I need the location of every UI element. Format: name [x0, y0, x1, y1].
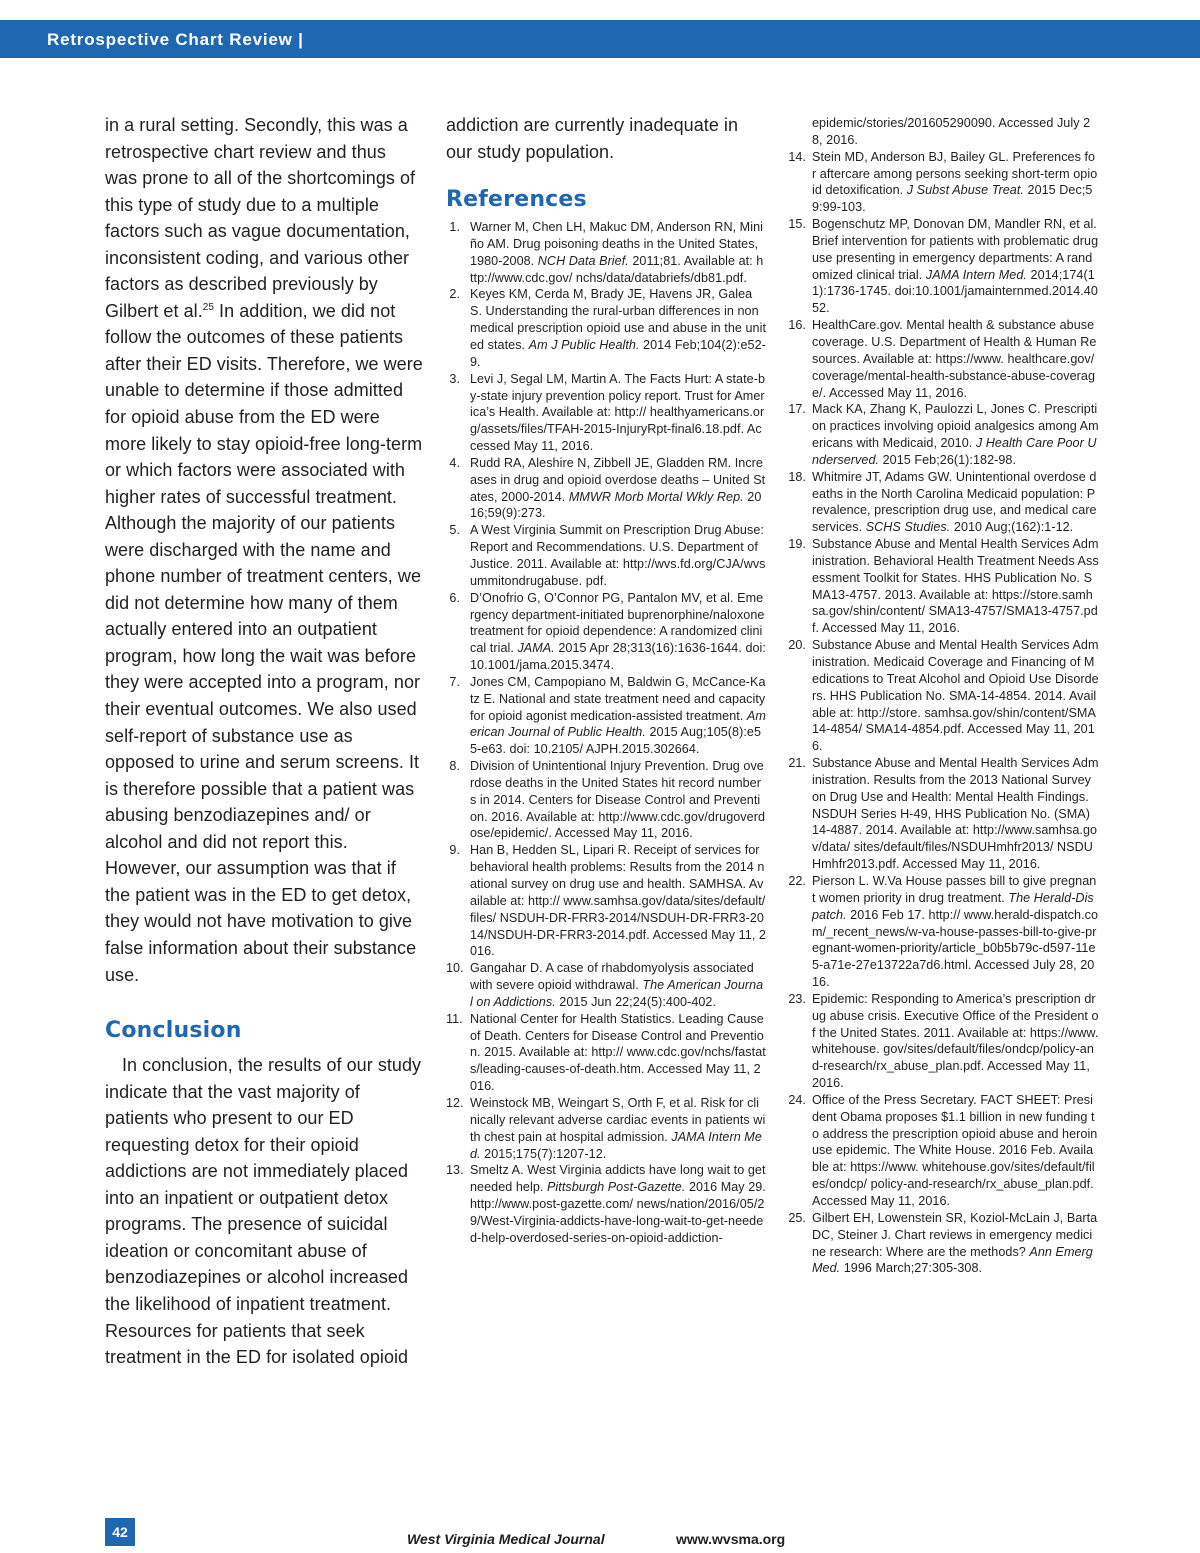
reference-item — [787, 115, 1099, 149]
reference-source-title: NCH Data Brief. — [537, 253, 629, 268]
reference-text — [470, 523, 766, 588]
reference-text-main: Mack KA, Zhang K, Paulozzi L, Jones C. Prescription practices involving opioid analgesics among Americans with Medicaid, 2010. — [812, 402, 1099, 451]
reference-item — [446, 1162, 766, 1246]
reference-text-main: Weinstock MB, Weingart S, Orth F, et al. Risk for clinically relevant adverse cardiac events in patients with chest pain at hospital admission. — [470, 1095, 766, 1144]
reference-text-main: Warner M, Chen LH, Makuc DM, Anderson RN, Miniño AM. Drug poisoning deaths in the United States, 1980-2008. — [470, 220, 763, 268]
reference-number: 5. — [449, 523, 460, 538]
body-text-segment: In addition, we did not follow the outcomes of these patients after their ED visits. Therefore, we were unable to determine if those admitted for opioid abuse from the ED were more likely to stay opioid-free long-term or which factors were associated with higher rates of successful treatment. Although the majority of our patients were discharged with the name and phone number of treatment centers, we did not determine how many of them actually entered into an outpatient program, how long the wait was before they were accepted into a program, nor their eventual outcomes. We also used self-report of substance use as opposed to urine and serum screens. It is therefore possible that a patient was abusing benzodiazepines and/ or alcohol and did not report this. However, our assumption was that if the patient was in the ED to get detox, they would not have motivation to give false information about their substance use. — [105, 300, 423, 985]
column-3 — [787, 115, 1099, 1277]
reference-source-title: Pittsburgh Post-Gazette. — [546, 1180, 686, 1195]
reference-text-tail: 2015 Apr 28;313(16):1636-1644. doi: 10.1001/jama.2015.3474. — [470, 641, 766, 673]
reference-text-main: National Center for Health Statistics. Leading Cause of Death. Centers for Disease Control and Prevention. 2015. Available at: http:// www.cdc.gov/nchs/fastats/leading-causes-of-death.htm. Accessed May 11, 2016. — [470, 1011, 766, 1094]
reference-text — [812, 756, 1099, 871]
reference-text-tail: 2016 May 29. http://www.post-gazette.com/ news/nation/2016/05/29/West-Virginia-addicts-have-long-wait-to-get-needed-help-overdosed-series-on-opioid-addiction- — [470, 1180, 766, 1245]
reference-item — [787, 1210, 1099, 1277]
reference-item — [787, 317, 1099, 401]
reference-text-main: Keyes KM, Cerda M, Brady JE, Havens JR, Galea S. Understanding the rural-urban differences in nonmedical prescription opioid use and abuse in the united states. — [470, 287, 766, 352]
reference-item — [787, 637, 1099, 755]
reference-text-tail: 2016 Feb 17. http:// www.herald-dispatch.com/_recent_news/w-va-house-passes-bill-to-give-pregnant-women-priority/article_b0b5b79c-d597-11e5-a71e-27e13722a7d6.html. Accessed July 28, 2016. — [812, 907, 1099, 990]
reference-list-col3 — [787, 115, 1099, 1277]
reference-number: 11. — [446, 1011, 463, 1026]
reference-text-tail: 2016;59(9):273. — [470, 489, 762, 521]
reference-number: 3. — [449, 371, 460, 386]
reference-text — [470, 1096, 765, 1161]
reference-item — [787, 149, 1099, 216]
reference-number: 2. — [449, 287, 460, 302]
reference-text — [812, 402, 1099, 467]
reference-text — [812, 116, 1090, 147]
reference-number: 6. — [449, 590, 460, 605]
reference-text — [812, 874, 1098, 989]
reference-number: 7. — [449, 674, 460, 689]
reference-item — [787, 536, 1099, 637]
reference-number: 21. — [788, 756, 806, 771]
reference-number: 9. — [449, 843, 460, 858]
reference-item — [446, 960, 766, 1011]
reference-item — [446, 758, 766, 842]
reference-item — [446, 590, 766, 674]
reference-source-title: SCHS Studies. — [865, 520, 951, 535]
header-bar — [0, 20, 1200, 58]
journal-name: West Virginia Medical Journal — [407, 1531, 605, 1547]
reference-text — [812, 318, 1096, 399]
reference-number: 25. — [788, 1210, 806, 1225]
reference-number: 12. — [446, 1095, 464, 1110]
running-header-title: Retrospective Chart Review | — [47, 30, 304, 49]
reference-item — [787, 216, 1099, 317]
reference-source-title: J Health Care Poor Underserved. — [812, 436, 1097, 467]
reference-source-title: JAMA Intern Med. — [925, 267, 1027, 282]
reference-text-main: Office of the Press Secretary. FACT SHEET: President Obama proposes $1.1 billion in new funding to address the prescription opioid abuse and heroin use epidemic. The White House. 2016 Feb. Available at: https://www. whitehouse.gov/sites/default/files/ondcp/ policy-and-research/rx_abuse_plan.pdf. Accessed May 11, 2016. — [812, 1092, 1098, 1208]
reference-number: 17. — [788, 402, 806, 417]
reference-text-tail: 1996 March;27:305-308. — [840, 1261, 983, 1276]
reference-number: 19. — [788, 537, 806, 552]
references-heading: References — [446, 187, 587, 213]
reference-item — [446, 842, 766, 960]
reference-text — [812, 638, 1099, 753]
reference-item — [446, 1095, 766, 1162]
journal-url: www.wvsma.org — [676, 1531, 786, 1547]
reference-text — [470, 1163, 766, 1244]
reference-text-main: Smeltz A. West Virginia addicts have long wait to get needed help. — [470, 1163, 766, 1195]
reference-text-tail: 2014 Feb;104(2):e52-9. — [470, 338, 766, 369]
reference-number: 1. — [449, 220, 460, 235]
column-1 — [105, 112, 423, 1371]
reference-source-title: JAMA Intern Med. — [470, 1129, 762, 1161]
reference-text-main: Whitmire JT, Adams GW. Unintentional overdose deaths in the North Carolina Medicaid population: Prevalence, prescription drug use, and medical care services. — [812, 469, 1097, 535]
reference-item — [787, 991, 1099, 1092]
reference-text — [470, 287, 766, 368]
reference-text-tail: 2015 Feb;26(1):182-98. — [879, 452, 1017, 467]
reference-number: 4. — [449, 455, 460, 470]
reference-text-main: Division of Unintentional Injury Prevention. Drug overdose deaths in the United States hit record numbers in 2014. Centers for Disease Control and Prevention. 2016. Available at: http://www.cdc.gov/drugoverdose/epidemic/. Accessed May 11, 2016. — [470, 759, 766, 841]
reference-source-title: J Subst Abuse Treat. — [906, 183, 1024, 198]
reference-source-title: The American Journal on Addictions. — [470, 978, 764, 1009]
reference-item — [787, 401, 1099, 468]
reference-text-main: A West Virginia Summit on Prescription Drug Abuse: Report and Recommendations. U.S. Department of Justice. 2011. Available at: http://wvs.fd.org/CJA/wvsummitondrugabuse. pdf. — [470, 523, 766, 588]
reference-number: 24. — [788, 1092, 806, 1107]
reference-text-tail: 2015 Aug;105(8):e55-e63. doi: 10.2105/ AJPH.2015.302664. — [470, 725, 762, 757]
reference-source-title: JAMA. — [517, 641, 555, 656]
column-2 — [446, 112, 766, 1247]
reference-item — [446, 674, 766, 758]
reference-text — [812, 150, 1097, 215]
reference-text — [470, 759, 765, 840]
page-number: 42 — [105, 1518, 135, 1546]
reference-number: 14. — [788, 149, 806, 164]
reference-item — [446, 455, 766, 522]
reference-text-main: D’Onofrio G, O’Connor PG, Pantalon MV, et al. Emergency department-initiated buprenorphine/naloxone treatment for opioid dependence: A randomized clinical trial. — [470, 590, 765, 656]
reference-item — [446, 1011, 766, 1095]
reference-number: 13. — [446, 1163, 464, 1178]
reference-text-tail: 2015 Dec;59:99-103. — [812, 183, 1093, 215]
reference-number: 18. — [788, 469, 806, 484]
reference-text — [470, 591, 766, 672]
reference-text-main: Substance Abuse and Mental Health Services Administration. Medicaid Coverage and Financing of Medications to Treat Alcohol and Opioid Use Disorders. HHS Publication No. SMA-14-4854. 2014. Available at: http://store. samhsa.gov/shin/content/SMA14-4854/ SMA14-4854.pdf. Accessed May 11, 2016. — [812, 638, 1099, 754]
reference-source-title: The Herald-Dispatch. — [812, 890, 1094, 922]
reference-text-main: Epidemic: Responding to America’s prescription drug abuse crisis. Executive Office of the President of the United States. 2011. Available at: https://www.whitehouse. gov/sites/default/files/ondcp/policy-and-research/rx_abuse_plan.pdf. Accessed May 11, 2016. — [812, 991, 1099, 1091]
reference-text-main: Jones CM, Campopiano M, Baldwin G, McCance-Katz E. National and state treatment need and capacity for opioid agonist medication-assisted treatment. — [470, 674, 766, 723]
reference-text — [470, 843, 766, 958]
reference-text — [470, 220, 763, 285]
reference-text — [470, 675, 766, 756]
reference-item — [787, 1092, 1099, 1210]
reference-text — [470, 456, 765, 521]
reference-item — [787, 469, 1099, 536]
reference-text — [470, 372, 765, 453]
reference-number: 15. — [788, 217, 806, 232]
reference-text — [812, 537, 1099, 635]
body-paragraph — [105, 112, 423, 988]
reference-list-col2 — [446, 219, 766, 1246]
reference-text — [812, 217, 1098, 315]
reference-item — [446, 522, 766, 589]
reference-text — [470, 961, 763, 1009]
reference-text — [812, 1093, 1097, 1208]
reference-text-tail: 2015 Jun 22;24(5):400-402. — [555, 994, 717, 1009]
reference-text-main: Substance Abuse and Mental Health Services Administration. Results from the 2013 National Survey on Drug Use and Health: Mental Health Findings. NSDUH Series H-49, HHS Publication No. (SMA) 14-4887. 2014. Available at: http://www.samhsa.gov/data/ sites/default/files/NSDUHmhfr2013/ NSDUHmhfr2013.pdf. Accessed May 11, 2016. — [812, 756, 1099, 872]
reference-text-main: Gilbert EH, Lowenstein SR, Koziol-McLain J, Barta DC, Steiner J. Chart reviews in emergency medicine research: Where are the methods? — [812, 1210, 1098, 1259]
reference-source-title: Am J Public Health. — [528, 338, 640, 352]
reference-text-main: epidemic/stories/201605290090. Accessed July 28, 2016. — [812, 116, 1091, 147]
reference-text-main: Levi J, Segal LM, Martin A. The Facts Hurt: A state-by-state injury prevention policy report. Trust for America’s Health. Available at: http:// healthyamericans.org/assets/files/TFAH-2015-InjuryRpt-final6.18.pdf. Accessed May 11, 2016. — [470, 371, 765, 454]
reference-number: 23. — [788, 991, 806, 1006]
reference-source-title: MMWR Morb Mortal Wkly Rep. — [568, 489, 744, 504]
conclusion-paragraph: In conclusion, the results of our study indicate that the vast majority of patients who present to our ED requesting detox for their opioid addictions are not immediately placed into an inpatient or outpatient detox programs. The presence of suicidal ideation or concomitant abuse of benzodiazepines or alcohol increased the likelihood of inpatient treatment. Resources for patients that seek treatment in the ED for isolated opioid — [105, 1055, 422, 1368]
reference-item — [446, 371, 766, 455]
reference-number: 8. — [449, 759, 460, 774]
body-text-segment: in a rural setting. Secondly, this was a retrospective chart review and thus was prone to all of the shortcomings of this type of study due to a multiple factors such as vague documentation, inconsistent coding, and various other factors as described previously by Gilbert et al. — [105, 115, 416, 321]
reference-text-main: Stein MD, Anderson BJ, Bailey GL. Preferences for aftercare among persons seeking short-term opioid detoxification. — [812, 149, 1098, 198]
reference-item — [446, 219, 766, 286]
reference-text — [470, 1012, 766, 1093]
reference-text-main: Rudd RA, Aleshire N, Zibbell JE, Gladden RM. Increases in drug and opioid overdose deaths – United States, 2000-2014. — [470, 455, 766, 504]
reference-text-main: HealthCare.gov. Mental health & substance abuse coverage. U.S. Department of Health & Human Resources. Available at: https://www. healthcare.gov/coverage/mental-health-substance-abuse-coverage/. Accessed May 11, 2016. — [812, 318, 1097, 400]
reference-text-main: Bogenschutz MP, Donovan DM, Mandler RN, et al. Brief intervention for patients with problematic drug use presenting in emergency departments: A randomized clinical trial. — [812, 217, 1099, 282]
reference-item — [446, 286, 766, 370]
reference-number: 22. — [788, 873, 806, 888]
reference-item — [787, 873, 1099, 991]
reference-text-main: Pierson L. W.Va House passes bill to give pregnant women priority in drug treatment. — [812, 873, 1097, 905]
reference-text-main: Substance Abuse and Mental Health Services Administration. Behavioral Health Treatment Needs Assessment Toolkit for States. HHS Publication No. SMA13-4757. 2013. Available at: https://store.samhsa.gov/shin/content/ SMA13-4757/SMA13-4757.pdf. Accessed May 11, 2016. — [812, 537, 1099, 636]
reference-item — [787, 755, 1099, 873]
reference-text-tail: 2014;174(11):1736-1745. doi:10.1001/jamainternmed.2014.4052. — [812, 267, 1098, 316]
reference-text — [812, 1211, 1097, 1276]
reference-number: 10. — [446, 961, 464, 976]
reference-text-main: Han B, Hedden SL, Lipari R. Receipt of services for behavioral health problems: Results from the 2014 national survey on drug use and health. SAMHSA. Available at: http:// www.samhsa.gov/data/sites/default/files/ NSDUH-DR-FRR3-2014/NSDUH-DR-FRR3-2014/NSDUH-DR-FRR3-2014.pdf. Accessed May 11, 2016. — [470, 843, 766, 959]
reference-number: 16. — [788, 318, 806, 333]
continuation-text-block — [446, 112, 766, 165]
reference-text-main: Gangahar D. A case of rhabdomyolysis associated with severe opioid withdrawal. — [470, 961, 754, 993]
reference-text — [812, 470, 1097, 535]
citation-superscript: 25 — [202, 301, 214, 313]
continuation-paragraph: addiction are currently inadequate in our study population. — [446, 115, 739, 162]
reference-source-title: Ann Emerg Med. — [812, 1244, 1093, 1276]
reference-text-tail: 2010 Aug;(162):1-12. — [950, 520, 1074, 535]
reference-text — [812, 992, 1099, 1090]
reference-text-tail: 2011;81. Available at: http://www.cdc.gov/ nchs/data/databriefs/db81.pdf. — [470, 253, 764, 285]
conclusion-heading: Conclusion — [105, 1018, 242, 1044]
reference-number: 20. — [788, 638, 806, 653]
reference-text-tail: 2015;175(7):1207-12. — [480, 1146, 607, 1161]
reference-source-title: American Journal of Public Health. — [470, 708, 766, 740]
